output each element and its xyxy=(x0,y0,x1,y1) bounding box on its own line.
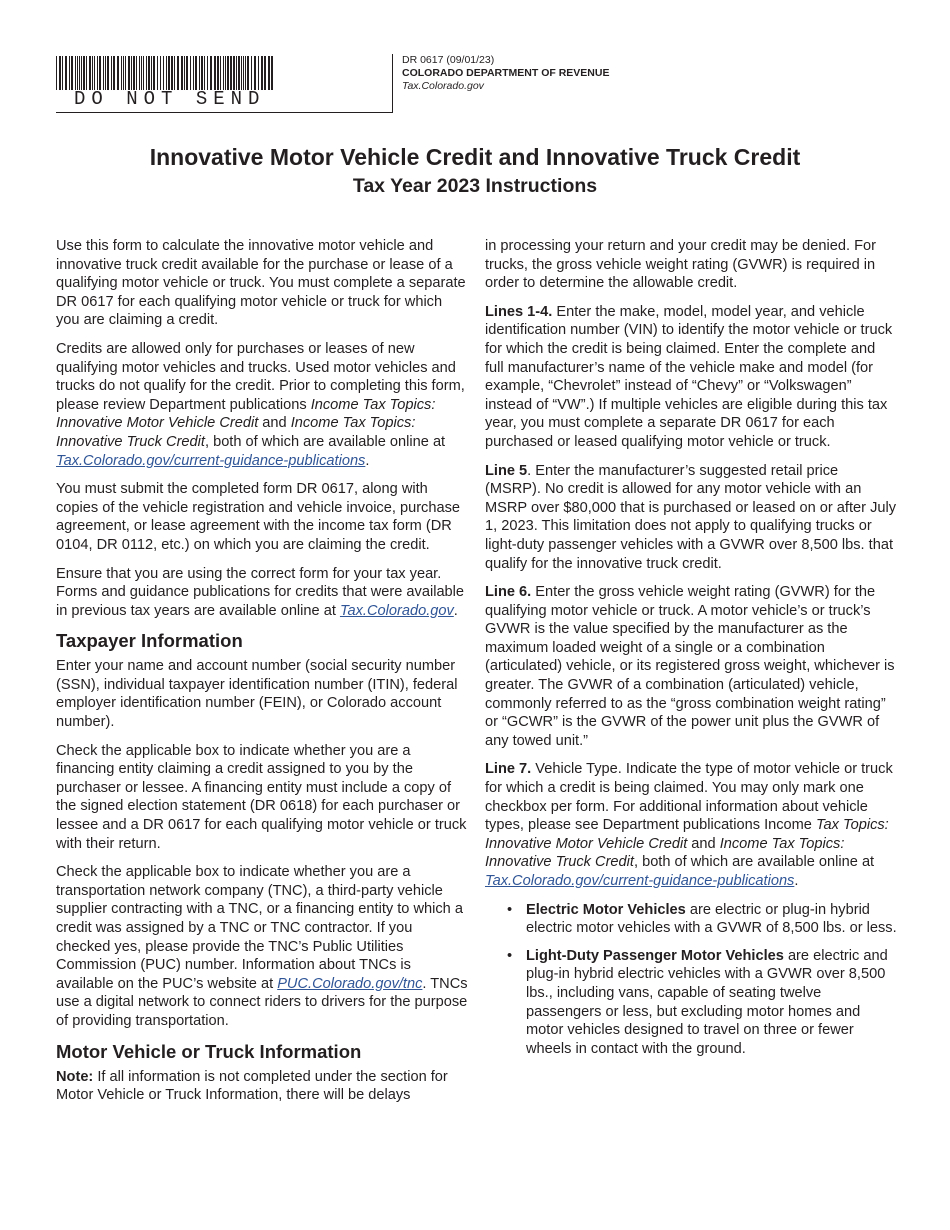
taxpayer-info-heading: Taxpayer Information xyxy=(56,630,243,652)
tax-colorado-link[interactable]: Tax.Colorado.gov xyxy=(339,602,454,619)
correct-form-paragraph: Ensure that you are using the correct form for your tax year. Forms and guidance publications for credits that were available in previous tax years are available online at Tax.Colorado.gov. xyxy=(56,565,465,619)
financing-paragraph: Check the applicable box to indicate whether you are a financing entity claiming a credit assigned to you by the purchaser or lessee. A financing entity must include a copy of the signed election statement (DR 0618) for each purchaser or lessee and a DR 0617 for each qualifying motor vehicle or truck with their return. xyxy=(56,742,467,852)
lines-1-4-paragraph: Lines 1-4. Enter the make, model, model year, and vehicle identification number (VIN) to identify the motor vehicle or truck for which the credit is being claimed. Enter the complete and full manufacturer’s name of the vehicle make and model (for example, “Chevrolet” instead of “Chevy” or “Volkswagen” instead of “VW”.) If multiple vehicles are eligible during this tax year, you must complete a separate DR 0617 for each purchased or leased qualifying motor vehicle or truck. xyxy=(485,303,893,450)
tnc-paragraph: Check the applicable box to indicate whether you are a transportation network company (TNC), a third-party vehicle supplier contracting with a TNC, or a financing entity to which a credit was assigned by a TNC or TNC contractor. If you checked yes, please provide the TNC’s Public Utilities Commission (PUC) number. Information about TNCs is available on the PUC’s website at PUC.Colorado.gov/tnc. TNCs use a digital network to connect riders to drivers for the purpose of providing transportation. xyxy=(56,864,468,1029)
form-id: DR 0617 (09/01/23) xyxy=(402,54,495,66)
page-subtitle: Tax Year 2023 Instructions xyxy=(352,175,598,197)
continuation-paragraph: in processing your return and your credit may be denied. For trucks, the gross vehicle weight rating (GVWR) is required in order to determine the allowable credit. xyxy=(485,238,876,292)
line-7-paragraph: Line 7. Vehicle Type. Indicate the type of motor vehicle or truck for which a credit is being claimed. You may only mark one checkbox per form. For additional information about vehicle types, please see Department publications Income Tax Topics: Innovative Motor Vehicle Credit and Income Tax Topics: Innovative Truck Credit, both of which are available online at Tax.Colorado.gov/current-guidance-publications. xyxy=(485,761,893,889)
line-5-paragraph: Line 5. Enter the manufacturer’s suggested retail price (MSRP). No credit is allowed for any motor vehicle with an MSRP over $80,000 that is purchased or leased on or after July 1, 2023. This limitation does not apply to qualifying trucks or light-duty passenger vehicles with a GVWR over 8,500 lbs. that qualify for the innovative truck credit. xyxy=(485,462,897,572)
taxpayer-paragraph: Enter your name and account number (social security number (SSN), individual taxpayer identification number (ITIN), federal employer identification number (FEIN), or Colorado account number). xyxy=(56,658,458,731)
puc-link[interactable]: PUC.Colorado.gov/tnc xyxy=(277,975,423,992)
form-header xyxy=(402,54,609,93)
do-not-send-label: DO NOT SEND xyxy=(74,88,266,110)
left-column xyxy=(56,237,468,1115)
list-item: • Electric Motor Vehicles are electric or plug-in hybrid electric motor vehicles with a GVWR of 8,500 lbs. or less. xyxy=(507,901,897,937)
intro-paragraph: Use this form to calculate the innovative motor vehicle and innovative truck credit available for the purchase or lease of a qualifying motor vehicle or truck. You must complete a separate DR 0617 for each qualifying motor vehicle or truck for which you are claiming a credit. xyxy=(56,238,466,329)
department-website: Tax.Colorado.gov xyxy=(402,80,484,92)
guidance-link-2[interactable]: Tax.Colorado.gov/current-guidance-publications xyxy=(485,873,795,889)
note-paragraph: Note: If all information is not completed under the section for Motor Vehicle or Truck Information, there will be delays xyxy=(56,1068,448,1104)
eligibility-paragraph: Credits are allowed only for purchases or leases of new qualifying motor vehicles and trucks. Used motor vehicles and trucks do not qualify for the credit. Prior to completing this form, please review Department publications Income Tax Topics: Innovative Motor Vehicle Credit and Income Tax Topics: Innovative Truck Credit, both of which are available online at Tax.Colorado.gov/current-guidance-publications. xyxy=(56,340,465,469)
submission-paragraph: You must submit the completed form DR 0617, along with copies of the vehicle registration and vehicle invoice, purchase agreement, or lease agreement with the income tax form (DR 0104, DR 0112, etc.) on which you are claiming the credit. xyxy=(56,481,460,553)
guidance-link[interactable]: Tax.Colorado.gov/current-guidance-publications xyxy=(56,452,366,469)
barcode-icon xyxy=(56,56,274,90)
vehicle-info-heading: Motor Vehicle or Truck Information xyxy=(56,1040,362,1062)
vehicle-type-list xyxy=(485,901,897,1059)
bullet-icon: • xyxy=(507,901,513,918)
bullet-icon: • xyxy=(507,947,513,964)
page-title: Innovative Motor Vehicle Credit and Innovative Truck Credit xyxy=(149,144,801,170)
right-column xyxy=(485,237,897,1067)
barcode-block xyxy=(56,54,393,113)
list-item: • Light-Duty Passenger Motor Vehicles are electric and plug-in hybrid electric vehicles with a GVWR over 8,500 lbs., including vans, capable of seating twelve passengers or less, but excluding motor homes and motor vehicles designed to travel on three or fewer wheels in contact with the ground. xyxy=(507,947,888,1057)
line-6-paragraph: Line 6. Enter the gross vehicle weight rating (GVWR) for the qualifying motor vehicle or truck. A motor vehicle’s or truck’s GVWR is the value specified by the manufacturer as the maximum loaded weight of a single or a combination (articulated) vehicle, or its registered gross weight, whichever is greater. The GVWR of a combination (articulated) vehicle, commonly referred to as the “gross combination weight rating” or “GCWR” is the GVWR of the power unit plus the GVWR of any towed unit.” xyxy=(485,584,895,749)
department-name: COLORADO DEPARTMENT OF REVENUE xyxy=(402,67,610,79)
